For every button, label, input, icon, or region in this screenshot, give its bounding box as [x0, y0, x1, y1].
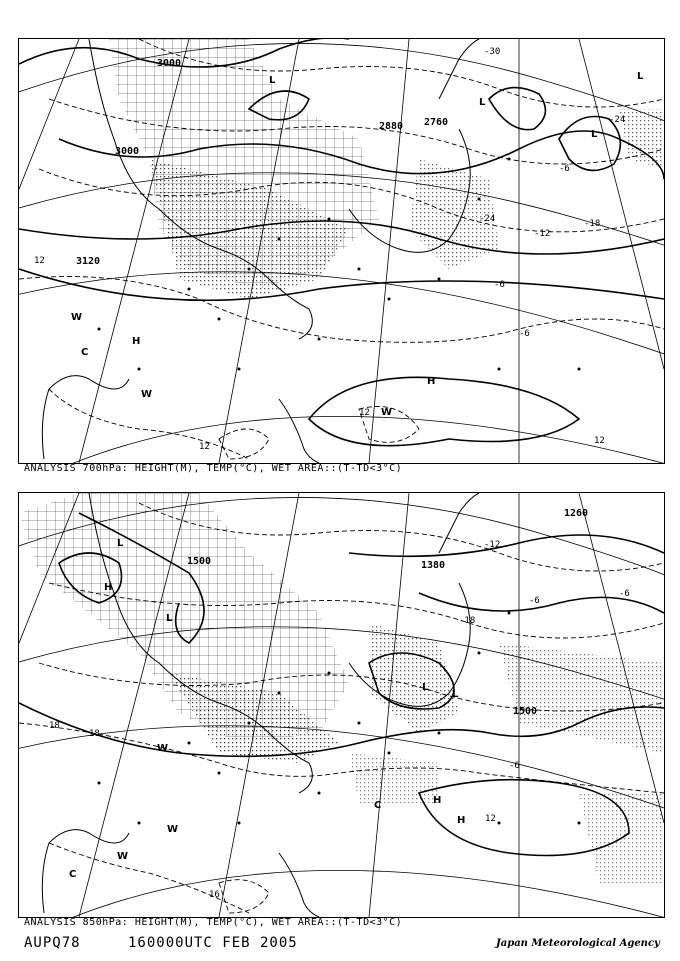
warm-center: W [167, 824, 179, 835]
warm-center: W [117, 851, 129, 862]
low-center: L [117, 538, 124, 549]
height-label: 1500 [513, 706, 538, 717]
cold-center: C [69, 869, 77, 880]
temp-label: 12 [359, 408, 370, 418]
height-label: 3000 [115, 146, 140, 157]
temp-label: 12 [34, 256, 45, 266]
temp-label: -12 [534, 229, 551, 239]
longitude-lines [19, 39, 664, 463]
height-label: 1500 [187, 556, 212, 567]
high-center: H [433, 795, 442, 806]
chart-id: AUPQ78 [24, 935, 81, 951]
low-center: L [422, 682, 429, 693]
low-center: L [166, 613, 173, 624]
wet-area [109, 39, 664, 299]
temp-label: 12 [485, 814, 496, 824]
high-center: H [132, 336, 141, 347]
map-850hpa [18, 492, 665, 918]
agency-credit: Japan Meteorological Agency [496, 938, 660, 949]
cold-center: C [374, 800, 382, 811]
map-700hpa-canvas [19, 39, 664, 463]
height-label: 3120 [76, 256, 101, 267]
temp-label: -24 [479, 214, 496, 224]
temp-label: 12 [199, 442, 210, 452]
temp-label: -6 [494, 280, 505, 290]
high-center: H [104, 582, 113, 593]
map-700hpa [18, 38, 665, 464]
cold-center: C [81, 347, 89, 358]
temp-label: -6 [519, 329, 530, 339]
temp-label: 16 [209, 890, 220, 900]
height-label: 2760 [424, 117, 449, 128]
temp-label: -18 [459, 616, 476, 626]
temp-label: -6 [529, 596, 540, 606]
warm-center: W [381, 407, 393, 418]
low-center: L [637, 71, 644, 82]
temp-label: 18 [89, 729, 100, 739]
low-center: L [452, 689, 459, 700]
map-850hpa-canvas [19, 493, 664, 917]
height-label: 2880 [379, 121, 404, 132]
low-center: L [479, 97, 486, 108]
wet-area [19, 493, 664, 883]
temp-label: -6 [509, 761, 520, 771]
temp-label: -24 [609, 115, 626, 125]
temp-label: -12 [484, 540, 501, 550]
temp-label: 18 [49, 721, 60, 731]
caption-850hpa: ANALYSIS 850hPa: HEIGHT(M), TEMP(°C), WET AREA::(T-TD<3°C) [24, 917, 403, 928]
warm-center: W [71, 312, 83, 323]
height-label: 1380 [421, 560, 446, 571]
temp-label: -6 [619, 589, 630, 599]
temp-label: 12 [594, 436, 605, 446]
low-center: L [269, 75, 276, 86]
temp-label: -6 [559, 164, 570, 174]
height-label: 3000 [157, 58, 182, 69]
valid-time: 160000UTC FEB 2005 [128, 935, 298, 951]
temp-label: -30 [484, 47, 501, 57]
high-center: H [427, 376, 436, 387]
temp-label: -18 [584, 219, 601, 229]
height-label: 1260 [564, 508, 589, 519]
warm-center: W [141, 389, 153, 400]
caption-700hpa: ANALYSIS 700hPa: HEIGHT(M), TEMP(°C), WET AREA::(T-TD<3°C) [24, 463, 403, 474]
warm-center: W [157, 743, 169, 754]
low-center: L [591, 129, 598, 140]
high-center: H [457, 815, 466, 826]
